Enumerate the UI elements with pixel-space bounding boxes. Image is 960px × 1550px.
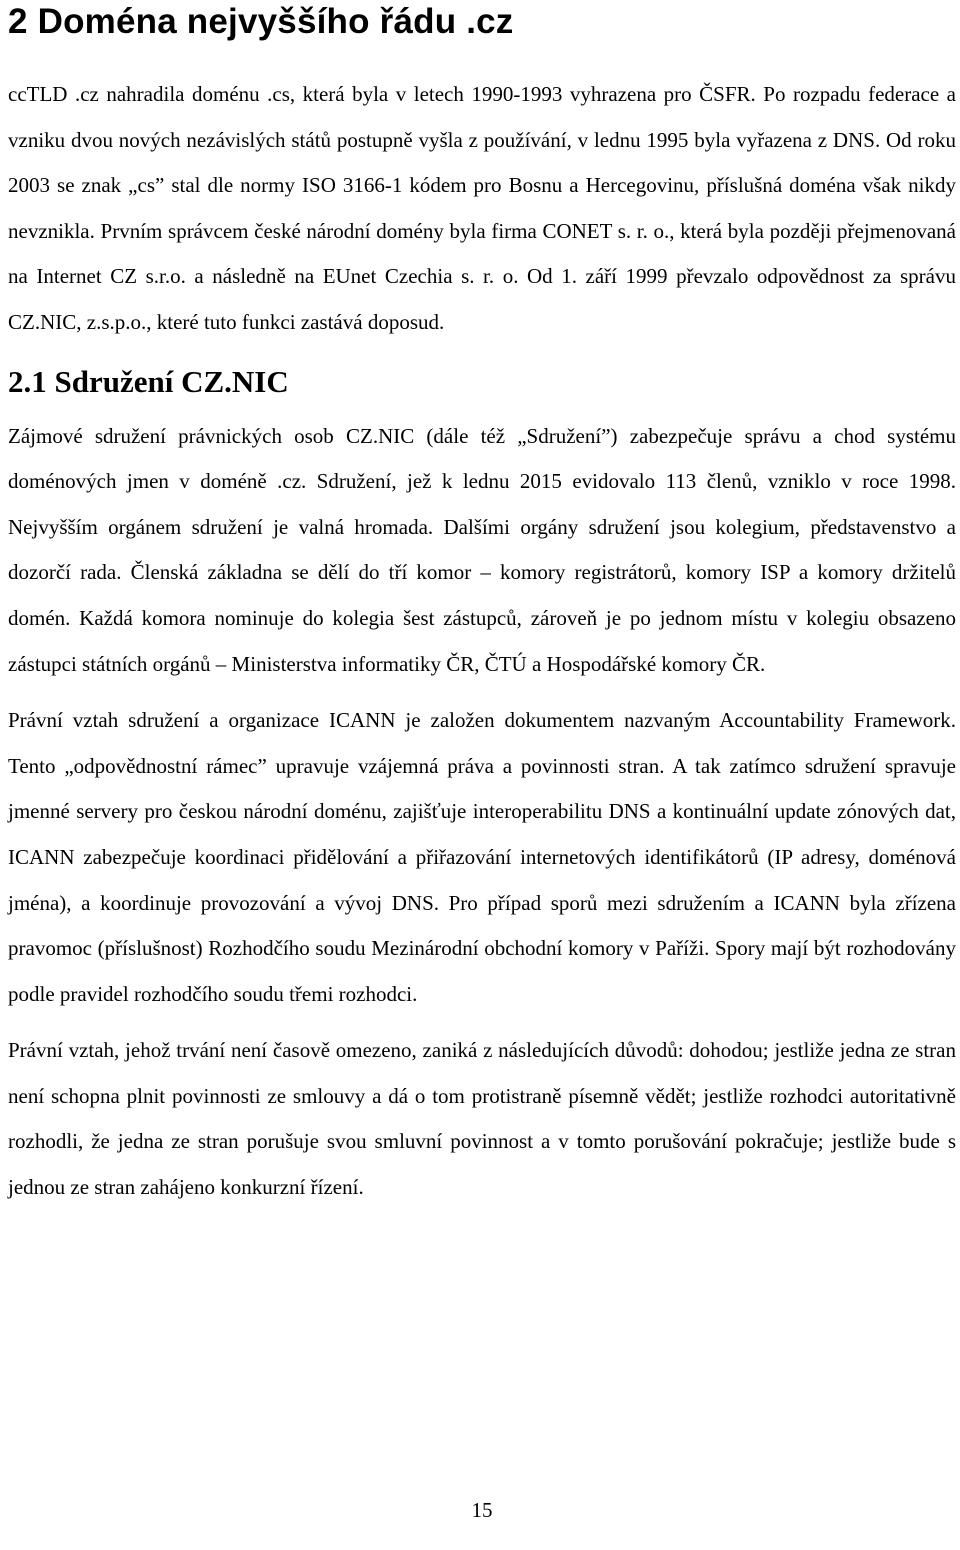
icann-paragraph: Právní vztah sdružení a organizace ICANN je založen dokumentem nazvaným Accountability Framework. Tento „odpovědnostní rámec” upravuje vzájemná práva a povinnosti stran. A tak zatímco sdružení spravuje jmenné servery pro českou národní doménu, zajišťuje interoperabilitu DNS a kontinuální update zónových dat, ICANN zabezpečuje koordinaci přidělování a přiřazování internetových identifikátorů (IP adresy, doménová jména), a koordinuje provozování a vývoj DNS. Pro případ sporů mezi sdružením a ICANN byla zřízena pravomoc (příslušnost) Rozhodčího soudu Mezinárodní obchodní komory v Paříži. Spory mají být rozhodovány podle pravidel rozhodčího soudu třemi rozhodci. <box>8 708 956 1006</box>
document-page <box>8 0 956 1550</box>
intro-paragraph: ccTLD .cz nahradila doménu .cs, která byla v letech 1990-1993 vyhrazena pro ČSFR. Po rozpadu federace a vzniku dvou nových nezávislých států postupně vyšla z používání, v lednu 1995 byla vyřazena z DNS. Od roku 2003 se znak „cs” stal dle normy ISO 3166-1 kódem pro Bosnu a Hercegovinu, příslušná doména však nikdy nevznikla. Prvním správcem české národní domény byla firma CONET s. r. o., která byla později přejmenovaná na Internet CZ s.r.o. a následně na EUnet Czechia s. r. o. Od 1. září 1999 převzalo odpovědnost za správu CZ.NIC, z.s.p.o., které tuto funkci zastává doposud. <box>8 82 956 334</box>
chapter-heading: 2 Doména nejvyššího řádu .cz <box>8 2 514 41</box>
termination-paragraph: Právní vztah, jehož trvání není časově omezeno, zaniká z následujících důvodů: dohodou; jestliže jedna ze stran není schopna plnit povinnosti ze smlouvy a dá o tom protistraně písemně vědět; jestliže rozhodci autoritativně rozhodli, že jedna ze stran porušuje svou smluvní povinnost a v tomto porušování pokračuje; jestliže bude s jednou ze stran zahájeno konkurzní řízení. <box>8 1038 956 1200</box>
association-paragraph: Zájmové sdružení právnických osob CZ.NIC (dále též „Sdružení”) zabezpečuje správu a chod systému doménových jmen v doméně .cz. Sdružení, jež k lednu 2015 evidovalo 113 členů, vzniklo v roce 1998. Nejvyšším orgánem sdružení je valná hromada. Dalšími orgány sdružení jsou kolegium, představenstvo a dozorčí rada. Členská základna se dělí do tří komor – komory registrátorů, komory ISP a komory držitelů domén. Každá komora nominuje do kolegia šest zástupců, zároveň je po jednom místu v kolegiu obsazeno zástupci státních orgánů – Ministerstva informatiky ČR, ČTÚ a Hospodářské komory ČR. <box>8 423 956 676</box>
page-number: 15 <box>471 1498 493 1522</box>
section-heading: 2.1 Sdružení CZ.NIC <box>8 363 289 399</box>
